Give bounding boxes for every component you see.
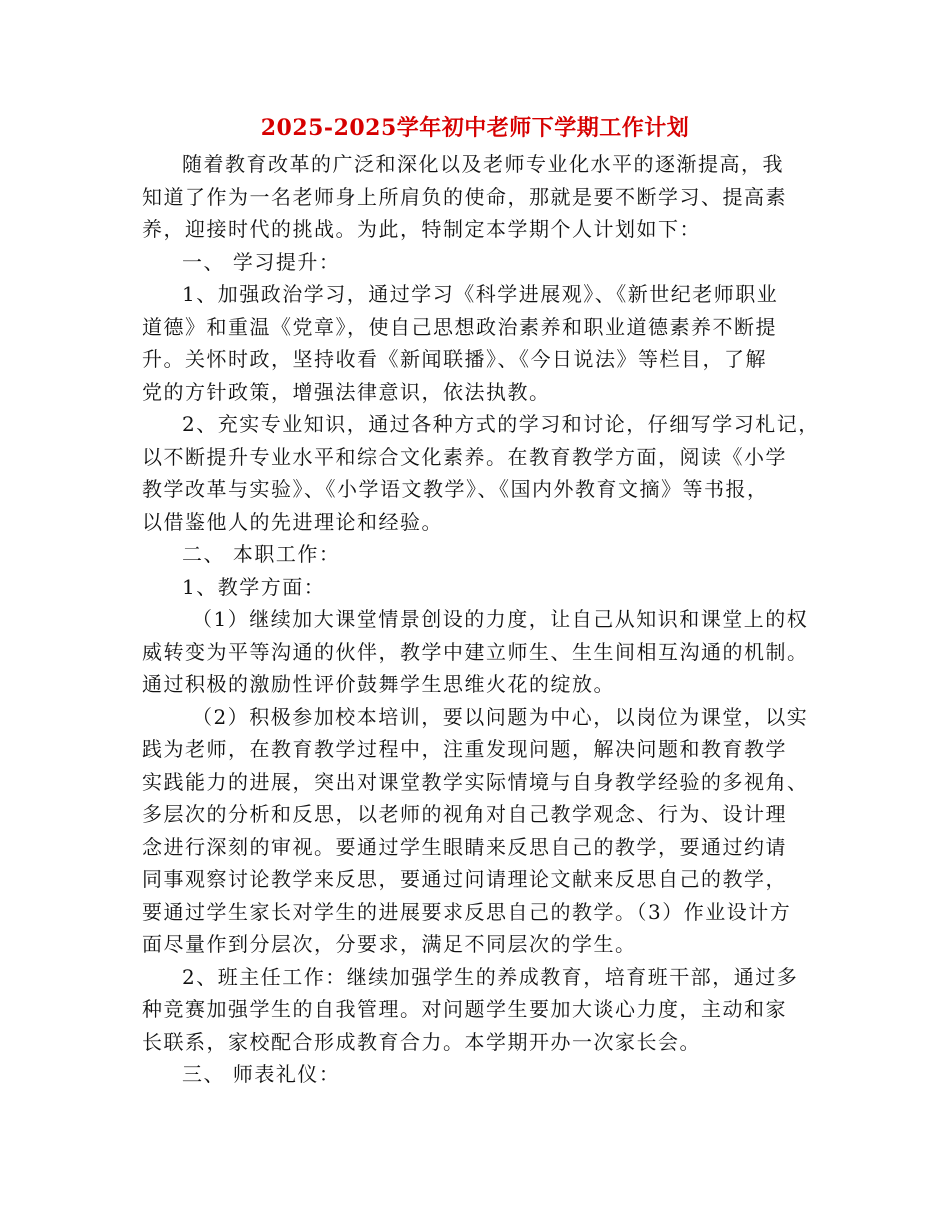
study-item-1: 1、加强政治学习，通过学习《科学进展观》、《新世纪老师职业 道德》和重温《党章》，使自己思想政治素养和职业道德素养不断提 升。关怀时政，坚持收看《新闻联播》、《今日说法》等栏目，了解 党的方针政策，增强法律意识，依法执教。 (142, 282, 779, 404)
duty-item-teaching: 1、教学方面： (182, 574, 326, 599)
document-title: 2025-2025学年初中老师下学期工作计划 (260, 115, 690, 141)
duty-item-class-teacher: 2、班主任工作：继续加强学生的养成教育，培育班干部，通过多 种竞赛加强学生的自我管理。对问题学生要加大谈心力度，主动和家 长联系，家校配合形成教育合力。本学期开办一次家长会。 (142, 964, 799, 1054)
teaching-subitem-2: （2）积极参加校本培训，要以问题为中心，以岗位为课堂，以实 践为老师，在教育教学过程中，注重发现问题，解决问题和教育教学 实践能力的进展，突出对课堂教学实际情境与自身教学经验的多视角、 多层次的分析和反思，以老师的视角对自己教学观念、行为、设计理 念进行深刻的审视。要通过学生眼睛来反思自己的教学，要通过约请 同事观察讨论教学来反思，要通过问请理论文献来反思自己的教学， 要通过学生家长对学生的进展要求反思自己的教学。（3）作业设计方 面尽量作到分层次，分要求，满足不同层次的学生。 (142, 704, 809, 956)
study-item-2: 2、充实专业知识，通过各种方式的学习和讨论，仔细写学习札记， 以不断提升专业水平和综合文化素养。在教育教学方面，阅读《小学 教学改革与实验》、《小学语文教学》、《国内外教育文摘》等书报， 以借鉴他人的先进理论和经验。 (142, 412, 820, 534)
teaching-subitem-1: （1）继续加大课堂情景创设的力度，让自己从知识和课堂上的权 威转变为平等沟通的伙伴，教学中建立师生、生生间相互沟通的机制。 通过积极的激励性评价鼓舞学生思维火花的绽放。 (142, 607, 809, 696)
document-body (142, 148, 822, 1091)
section-heading-duty: 二、 本职工作： (182, 542, 341, 566)
intro-paragraph: 随着教育改革的广泛和深化以及老师专业化水平的逐渐提高，我 知道了作为一名老师身上所肩负的使命，那就是要不断学习、提高素 养，迎接时代的挑战。为此，特制定本学期个人计划如下： (142, 152, 787, 241)
section-heading-study: 一、 学习提升： (182, 249, 341, 274)
section-heading-etiquette: 三、 师表礼仪： (182, 1062, 341, 1086)
